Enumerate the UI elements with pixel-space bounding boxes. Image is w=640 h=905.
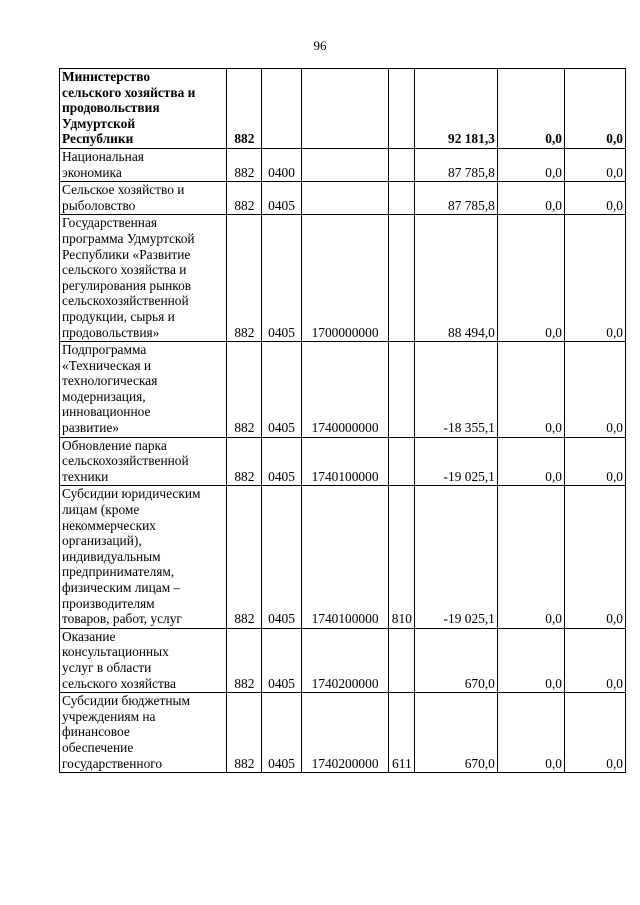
expense-type-code-cell [389,342,415,438]
admin-code-cell [227,69,262,149]
admin-code: 882 [234,675,255,691]
table-row [60,69,626,149]
amount-1: 88 494,0 [448,324,495,340]
section-code: 0400 [268,164,295,180]
row-name-cell [60,437,227,486]
amount-3: 0,0 [606,324,623,340]
amount-3: 0,0 [606,611,623,627]
target-article-code-cell [301,148,389,181]
admin-code: 882 [234,420,255,436]
expense-type-code-cell [389,437,415,486]
table-row [60,182,626,215]
amount-3-cell [565,693,626,773]
amount-2: 0,0 [545,197,562,213]
expense-type-code: 611 [392,755,412,771]
section-code-cell [262,342,301,438]
row-name-cell [60,628,227,692]
amount-2: 0,0 [545,675,562,691]
row-name: Обновление парка сельскохозяйственной техники [62,437,189,484]
row-name-cell [60,342,227,438]
target-article-code: 1740100000 [311,611,379,627]
amount-3-cell [565,182,626,215]
amount-2: 0,0 [545,164,562,180]
amount-1-cell [415,628,498,692]
amount-2-cell [497,182,564,215]
amount-1-cell [415,69,498,149]
section-code-cell [262,437,301,486]
section-code: 0405 [268,611,295,627]
section-code-cell [262,69,301,149]
amount-2: 0,0 [545,324,562,340]
amount-2-cell [497,437,564,486]
amount-2-cell [497,148,564,181]
amount-1: -18 355,1 [443,420,495,436]
section-code: 0405 [268,755,295,771]
amount-3: 0,0 [606,197,623,213]
amount-1-cell [415,342,498,438]
expense-type-code-cell [389,182,415,215]
row-name-cell [60,69,227,149]
row-name: Субсидии юридическим лицам (кроме некоммерческих организаций), индивидуальным предпринимателям, физическим лицам – производителям товаров, работ, услуг [62,486,201,627]
amount-1: 87 785,8 [448,164,495,180]
row-name-cell [60,486,227,628]
target-article-code-cell [301,437,389,486]
admin-code-cell [227,628,262,692]
amount-3-cell [565,148,626,181]
target-article-code-cell [301,182,389,215]
row-name: Подпрограмма «Техническая и технологическая модернизация, инновационное развитие» [62,342,158,436]
amount-3: 0,0 [606,755,623,771]
admin-code: 882 [234,197,255,213]
admin-code-cell [227,486,262,628]
amount-1-cell [415,486,498,628]
admin-code-cell [227,437,262,486]
section-code-cell [262,693,301,773]
amount-2-cell [497,628,564,692]
admin-code-cell [227,693,262,773]
table-row [60,148,626,181]
section-code-cell [262,486,301,628]
amount-3: 0,0 [606,420,623,436]
expense-type-code-cell [389,215,415,342]
row-name-cell [60,215,227,342]
amount-3-cell [565,69,626,149]
amount-2: 0,0 [545,420,562,436]
table-row [60,628,626,692]
amount-3: 0,0 [606,164,623,180]
expense-type-code-cell [389,693,415,773]
target-article-code: 1740100000 [311,468,379,484]
target-article-code: 1740000000 [311,420,379,436]
amount-3-cell [565,215,626,342]
amount-3: 0,0 [606,468,623,484]
table-row [60,437,626,486]
target-article-code-cell [301,486,389,628]
admin-code-cell [227,342,262,438]
row-name: Оказание консультационных услуг в области сельского хозяйства [62,628,176,691]
amount-2: 0,0 [545,131,562,147]
amount-1: -19 025,1 [443,468,495,484]
section-code-cell [262,215,301,342]
row-name-cell [60,148,227,181]
amount-2-cell [497,693,564,773]
amount-1-cell [415,182,498,215]
expense-type-code-cell [389,628,415,692]
admin-code-cell [227,148,262,181]
amount-3-cell [565,342,626,438]
target-article-code: 1700000000 [311,324,379,340]
row-name: Государственная программа Удмуртской Республики «Развитие сельского хозяйства и регулирования рынков сельскохозяйственной продукции, сырья и продовольствия» [62,215,195,340]
target-article-code: 1740200000 [311,675,379,691]
expense-type-code-cell [389,69,415,149]
amount-2-cell [497,342,564,438]
table-row [60,693,626,773]
admin-code: 882 [234,611,255,627]
admin-code: 882 [234,164,255,180]
amount-3: 0,0 [606,675,623,691]
row-name: Сельское хозяйство и рыболовство [62,182,185,213]
section-code: 0405 [268,468,295,484]
amount-2: 0,0 [545,468,562,484]
row-name-cell [60,693,227,773]
amount-1-cell [415,437,498,486]
section-code-cell [262,182,301,215]
amount-2-cell [497,69,564,149]
amount-1: 92 181,3 [448,131,495,147]
section-code: 0405 [268,324,295,340]
target-article-code-cell [301,693,389,773]
amount-2-cell [497,486,564,628]
amount-3: 0,0 [606,131,623,147]
amount-3-cell [565,486,626,628]
amount-1: -19 025,1 [443,611,495,627]
table-row [60,486,626,628]
row-name-cell [60,182,227,215]
row-name: Субсидии бюджетным учреждениям на финансовое обеспечение государственного [62,693,190,771]
budget-table [59,68,626,773]
row-name: Министерство сельского хозяйства и продовольствия Удмуртской Республики [62,69,196,147]
amount-1: 87 785,8 [448,197,495,213]
table-row [60,342,626,438]
section-code-cell [262,148,301,181]
amount-1: 670,0 [464,755,495,771]
section-code-cell [262,628,301,692]
target-article-code-cell [301,628,389,692]
amount-2: 0,0 [545,755,562,771]
amount-1-cell [415,148,498,181]
row-name: Национальная экономика [62,148,144,180]
section-code: 0405 [268,420,295,436]
target-article-code-cell [301,215,389,342]
expense-type-code-cell [389,148,415,181]
amount-1-cell [415,693,498,773]
amount-3-cell [565,437,626,486]
budget-table-body [60,69,626,773]
target-article-code-cell [301,342,389,438]
table-row [60,215,626,342]
admin-code-cell [227,215,262,342]
admin-code-cell [227,182,262,215]
amount-3-cell [565,628,626,692]
expense-type-code-cell [389,486,415,628]
admin-code: 882 [234,324,255,340]
admin-code: 882 [234,131,255,147]
amount-1: 670,0 [464,675,495,691]
expense-type-code: 810 [391,611,412,627]
amount-1-cell [415,215,498,342]
amount-2: 0,0 [545,611,562,627]
page-number: 96 [313,38,327,53]
admin-code: 882 [234,755,255,771]
target-article-code-cell [301,69,389,149]
amount-2-cell [497,215,564,342]
section-code: 0405 [268,197,295,213]
target-article-code: 1740200000 [311,755,379,771]
section-code: 0405 [268,675,295,691]
admin-code: 882 [234,468,255,484]
